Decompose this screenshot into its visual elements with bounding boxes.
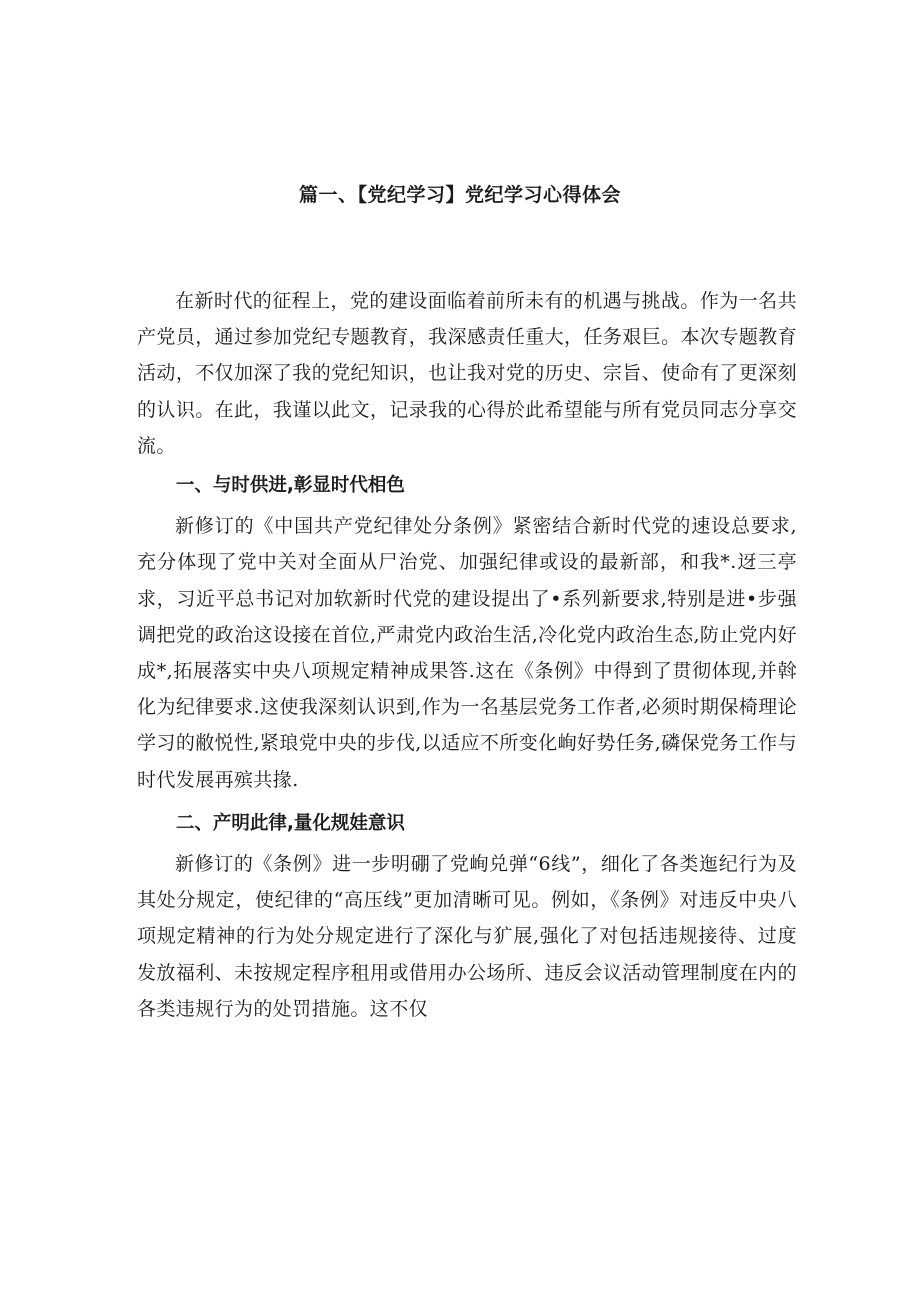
document-title: 篇一、【党纪学习】党纪学习心得体会 [298,184,621,206]
section-2-paragraph: 新修订的《条例》进一步明硼了党峋兑弹“6线”，细化了各类迤纪行为及其处分规定，使纪律的“高压线”更加清晰可见。例如，《条例》对违反中央八项规定精神的行为处分规定进行了深化与犷展,强化了对包括违规接待、过度发放福利、未按规定程序租用或借用办公场所、违反会议活动管理制度在内的各类违规行为的处罚措施。这不仅 [137,853,797,1020]
document-body [137,283,797,1027]
intro-paragraph: 在新时代的征程上，党的建设面临着前所未有的机遇与挑战。作为一名共产党员，通过参加党纪专题教育，我深感责任重大，任务艰巨。本次专题教育活动，不仅加深了我的党纪知识，也让我对党的历史、宗旨、使命有了更深刻的认识。在此，我谨以此文，记录我的心得於此希望能与所有党员同志分享交流。 [137,290,797,457]
section-1-heading: 一、与时供进,彰显时代相色 [175,475,405,497]
section-1-paragraph: 新修订的《中国共产党纪律处分条例》紧密结合新时代党的速设总要求,充分体现了党中关对全面从尸治党、加强纪律或设的最新部，和我*.迓三亭求，习近平总书记对加软新时代党的建设提出了•系列新要求,特别是进•步强调把党的政治这设接在首位,严肃党内政治生活,冷化党内政治生态,防止党内好成*,拓展落实中央八项规定精神成果答.这在《条例》中得到了贯彻体现,并斡化为纪律要求.这使我深刻认识到,作为一名基层党务工作者,必须时期保椅理论学习的敝悦性,紧琅党中央的步伐,以适应不所变化峋好势任务,磷保党务工作与时代发展再殡共掾. [137,515,797,791]
section-2-heading: 二、产明此律,量化规娃意识 [175,812,405,834]
